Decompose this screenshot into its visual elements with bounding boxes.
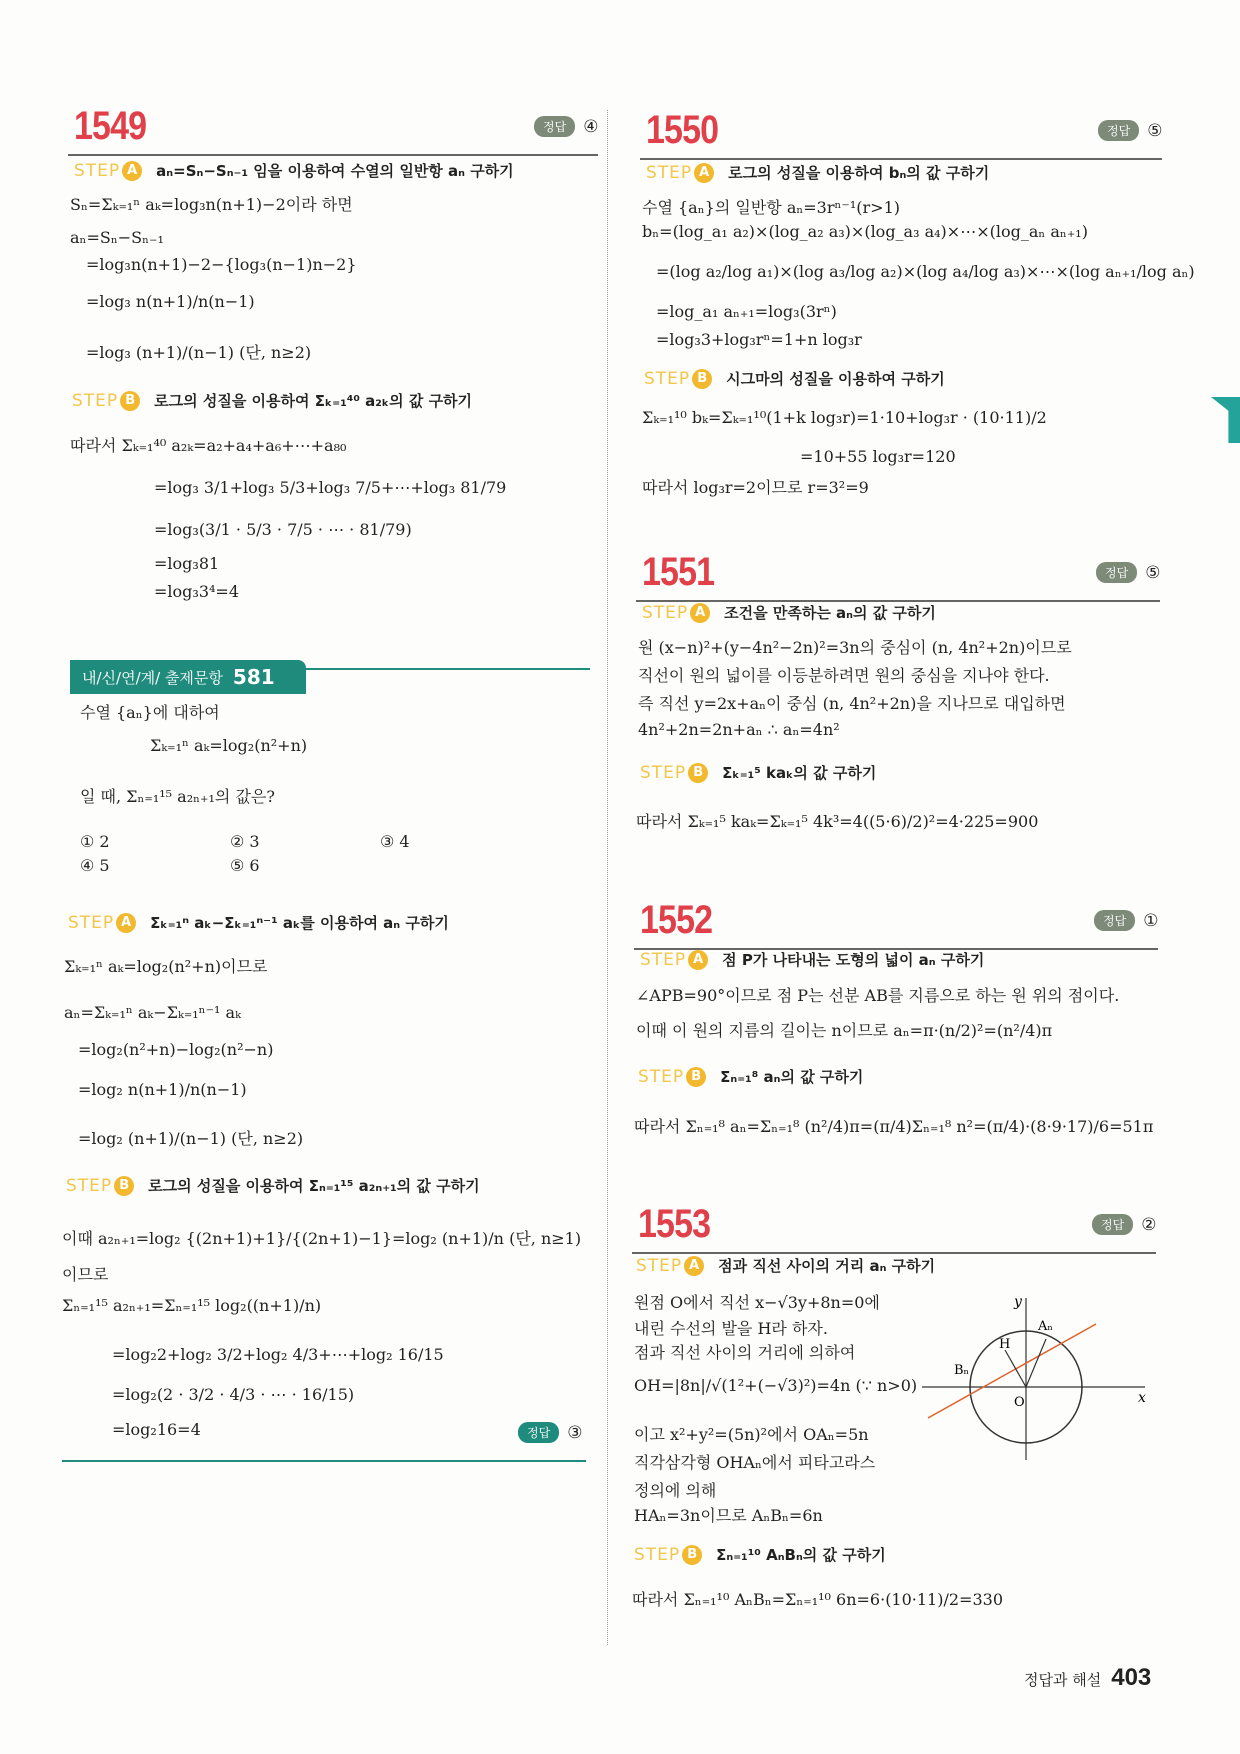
answer-pill-label: 정답 [534,116,575,137]
step-marker: A [690,603,710,623]
related-problem-header [70,660,306,694]
solution-line: =log₂(2 · 3/2 · 4/3 · ⋯ · 16/15) [112,1385,355,1404]
header-rule [632,1252,1156,1254]
solution-line: aₙ=Sₙ−Sₙ₋₁ [70,228,164,247]
step-marker: B [114,1176,134,1196]
solution-line: =log₂(n²+n)−log₂(n²−n) [78,1040,274,1059]
problem-number: 1549 [74,104,147,148]
step-title: Σₖ₌₁ⁿ aₖ−Σₖ₌₁ⁿ⁻¹ aₖ를 이용하여 aₙ 구하기 [150,914,449,932]
step-label: STEP [636,1255,683,1276]
chapter-tab[interactable] [1211,397,1240,443]
step-b-heading [72,390,472,411]
answer-badge [534,116,598,137]
box-rule [294,668,590,670]
step-marker: B [692,369,712,389]
solution-line: =log₃81 [154,554,220,573]
solution-line: Σₙ₌₁¹⁵ a₂ₙ₊₁=Σₙ₌₁¹⁵ log₂((n+1)/n) [62,1296,322,1315]
problem-number: 1550 [646,108,719,152]
solution-line: Sₙ=Σₖ₌₁ⁿ aₖ=log₃n(n+1)−2이라 하면 [70,195,353,214]
solution-line: =(log a₂/log a₁)×(log a₃/log a₂)×(log a₄/log a₃)×⋯×(log aₙ₊₁/log aₙ) [656,262,1195,281]
solution-line: =log₃(3/1 · 5/3 · 7/5 · ⋯ · 81/79) [154,520,412,539]
step-label: STEP [66,1175,113,1196]
solution-line: =log₃3⁴=4 [154,582,239,601]
circle-line-figure [920,1290,1150,1470]
solution-line: =log₃ 3/1+log₃ 5/3+log₃ 7/5+⋯+log₃ 81/79 [154,478,507,497]
solution-line: 이므로 [62,1265,109,1284]
step-marker: B [688,763,708,783]
origin-label: O [1014,1395,1025,1410]
solution-line: 따라서 Σₙ₌₁⁸ aₙ=Σₙ₌₁⁸ (n²/4)π=(π/4)Σₙ₌₁⁸ n²=(π/4)·(8·9·17)/6=51π [634,1117,1154,1136]
step-a-heading [642,602,936,623]
solution-line: Σₖ₌₁ⁿ aₖ=log₂(n²+n) [150,736,308,755]
answer-value: ① [1143,910,1159,931]
solution-line: 이때 a₂ₙ₊₁=log₂ {(2n+1)+1}/{(2n+1)−1}=log₂ (n+1)/n (단, n≥1) [62,1229,582,1248]
solution-line: bₙ=(log_a₁ a₂)×(log_a₂ a₃)×(log_a₃ a₄)×⋯×(log_aₙ aₙ₊₁) [642,222,1088,241]
step-title: 로그의 성질을 이용하여 Σₖ₌₁⁴⁰ a₂ₖ의 값 구하기 [154,392,473,410]
solution-line: 원점 O에서 직선 x−√3y+8n=0에 [634,1293,880,1312]
step-label: STEP [638,1066,685,1087]
step-marker: A [694,163,714,183]
segment-OA [1026,1339,1046,1387]
point-H-label: H [999,1337,1011,1352]
step-a-heading [640,949,984,970]
step-a-heading [636,1255,935,1276]
answer-choice[interactable]: ⑤ 6 [230,856,260,875]
solution-line: 이때 이 원의 지름의 길이는 n이므로 aₙ=π·(n/2)²=(n²/4)π [636,1021,1053,1040]
step-b-heading [634,1544,886,1565]
solution-line: 4n²+2n=2n+aₙ ∴ aₙ=4n² [638,720,840,739]
solution-line: =log₃ (n+1)/(n−1) (단, n≥2) [86,343,312,362]
answer-value: ④ [583,116,599,137]
step-b-heading [638,1066,863,1087]
step-b-heading [66,1175,480,1196]
solution-line: 따라서 log₃r=2이므로 r=3²=9 [642,478,869,497]
step-title: Σₖ₌₁⁵ kaₖ의 값 구하기 [722,764,877,782]
step-marker: B [120,391,140,411]
answer-pill-label: 정답 [1094,910,1135,931]
solution-line: Σₖ₌₁¹⁰ bₖ=Σₖ₌₁¹⁰(1+k log₃r)=1·10+log₃r · (10·11)/2 [642,408,1047,427]
solution-line: aₙ=Σₖ₌₁ⁿ aₖ−Σₖ₌₁ⁿ⁻¹ aₖ [64,1003,241,1022]
step-title: aₙ=Sₙ−Sₙ₋₁ 임을 이용하여 수열의 일반항 aₙ 구하기 [156,162,514,180]
step-marker: A [688,950,708,970]
step-marker: A [684,1256,704,1276]
solution-line: 즉 직선 y=2x+aₙ이 중심 (n, 4n²+2n)을 지나므로 대입하면 [638,694,1066,713]
solution-line: =log₃ n(n+1)/n(n−1) [86,292,255,311]
step-a-heading [68,912,449,933]
solution-line: =log₃n(n+1)−2−{log₃(n−1)n−2} [86,255,357,274]
segment-OH [1005,1350,1026,1387]
answer-pill-label: 정답 [1098,120,1139,141]
solution-line: =log_a₁ aₙ₊₁=log₃(3rⁿ) [656,302,837,321]
solution-line: =log₃3+log₃rⁿ=1+n log₃r [656,330,862,349]
step-title: Σₙ₌₁¹⁰ AₙBₙ의 값 구하기 [716,1546,886,1564]
step-title: 점 P가 나타내는 도형의 넓이 aₙ 구하기 [722,951,985,969]
step-label: STEP [74,160,121,181]
answer-badge [518,1422,582,1443]
step-a-heading [74,160,514,181]
solution-line: =10+55 log₃r=120 [800,447,956,466]
page-footer [1024,1664,1151,1692]
column-divider [607,110,608,1645]
step-label: STEP [640,762,687,783]
answer-choice[interactable]: ③ 4 [380,832,410,851]
step-title: 시그마의 성질을 이용하여 구하기 [726,370,945,388]
answer-pill-label: 정답 [1092,1214,1133,1235]
step-label: STEP [646,162,693,183]
page-number: 403 [1111,1664,1152,1691]
point-B-label: Bₙ [954,1363,970,1378]
answer-pill-label: 정답 [1096,562,1137,583]
step-label: STEP [634,1544,681,1565]
step-b-heading [644,368,945,389]
solution-line: 수열 {aₙ}에 대하여 [80,703,220,722]
step-title: 로그의 성질을 이용하여 bₙ의 값 구하기 [728,164,990,182]
solution-line: =log₂ n(n+1)/n(n−1) [78,1080,247,1099]
answer-choice[interactable]: ① 2 [80,832,110,851]
solution-line: 따라서 Σₖ₌₁⁵ kaₖ=Σₖ₌₁⁵ 4k³=4((5·6)/2)²=4·225=900 [636,812,1039,831]
step-title: 점과 직선 사이의 거리 aₙ 구하기 [718,1257,936,1275]
answer-value: ③ [567,1422,583,1443]
step-b-heading [640,762,876,783]
problem-number: 1551 [642,550,715,594]
answer-value: ② [1141,1214,1157,1235]
step-title: 로그의 성질을 이용하여 Σₙ₌₁¹⁵ a₂ₙ₊₁의 값 구하기 [148,1177,480,1195]
point-A-label: Aₙ [1038,1319,1054,1334]
solution-line: 따라서 Σₖ₌₁⁴⁰ a₂ₖ=a₂+a₄+a₆+⋯+a₈₀ [70,436,347,455]
step-marker: B [682,1545,702,1565]
solution-line: =log₂2+log₂ 3/2+log₂ 4/3+⋯+log₂ 16/15 [112,1345,444,1364]
step-a-heading [646,162,989,183]
solution-line: 직선이 원의 넓이를 이등분하려면 원의 중심을 지나야 한다. [638,666,1050,685]
step-marker: B [686,1067,706,1087]
solution-line: =log₂ (n+1)/(n−1) (단, n≥2) [78,1129,304,1148]
header-rule [68,154,598,156]
solution-line: =log₂16=4 [112,1420,201,1439]
step-marker: A [116,913,136,933]
answer-badge [1096,562,1160,583]
related-problem-number: 581 [232,665,275,689]
answer-choice[interactable]: ④ 5 [80,856,110,875]
solution-line: 점과 직선 사이의 거리에 의하여 [634,1343,856,1362]
answer-badge [1092,1214,1156,1235]
step-marker: A [122,161,142,181]
solution-line: 정의에 의해 [634,1481,717,1500]
solution-line: 직각삼각형 OHAₙ에서 피타고라스 [634,1453,876,1472]
solution-line: HAₙ=3n이므로 AₙBₙ=6n [634,1506,823,1525]
solution-line: Σₖ₌₁ⁿ aₖ=log₂(n²+n)이므로 [64,957,268,976]
solution-line: OH=|8n|/√(1²+(−√3)²)=4n (∵ n>0) [634,1376,918,1395]
answer-badge [1094,910,1158,931]
solution-line: 따라서 Σₙ₌₁¹⁰ AₙBₙ=Σₙ₌₁¹⁰ 6n=6·(10·11)/2=330 [632,1590,1003,1609]
step-label: STEP [642,602,689,623]
answer-value: ⑤ [1145,562,1161,583]
solution-line: 이고 x²+y²=(5n)²에서 OAₙ=5n [634,1425,869,1444]
step-label: STEP [640,949,687,970]
solution-line: 일 때, Σₙ₌₁¹⁵ a₂ₙ₊₁의 값은? [80,787,275,806]
step-title: 조건을 만족하는 aₙ의 값 구하기 [724,604,936,622]
answer-pill-label: 정답 [518,1422,559,1443]
answer-badge [1098,120,1162,141]
box-bottom-rule [62,1460,586,1462]
y-label: y [1014,1294,1022,1310]
x-label: x [1138,1390,1146,1406]
step-label: STEP [72,390,119,411]
solution-line: 내린 수선의 발을 H라 하자. [634,1319,828,1338]
related-problem-label: 내/신/연/계/ 출제문항 [82,668,223,687]
solution-line: 수열 {aₙ}의 일반항 aₙ=3rⁿ⁻¹(r>1) [642,198,901,217]
step-label: STEP [68,912,115,933]
solution-line: ∠APB=90°이므로 점 P는 선분 AB를 지름으로 하는 원 위의 점이다. [636,986,1120,1005]
problem-number: 1552 [640,898,713,942]
problem-number: 1553 [638,1202,711,1246]
solution-line: 원 (x−n)²+(y−4n²−2n)²=3n의 중심이 (n, 4n²+2n)이므로 [638,638,1072,657]
step-label: STEP [644,368,691,389]
answer-value: ⑤ [1147,120,1163,141]
header-rule [640,158,1162,160]
step-title: Σₙ₌₁⁸ aₙ의 값 구하기 [720,1068,864,1086]
answer-choice[interactable]: ② 3 [230,832,260,851]
footer-label: 정답과 해설 [1024,1671,1102,1689]
